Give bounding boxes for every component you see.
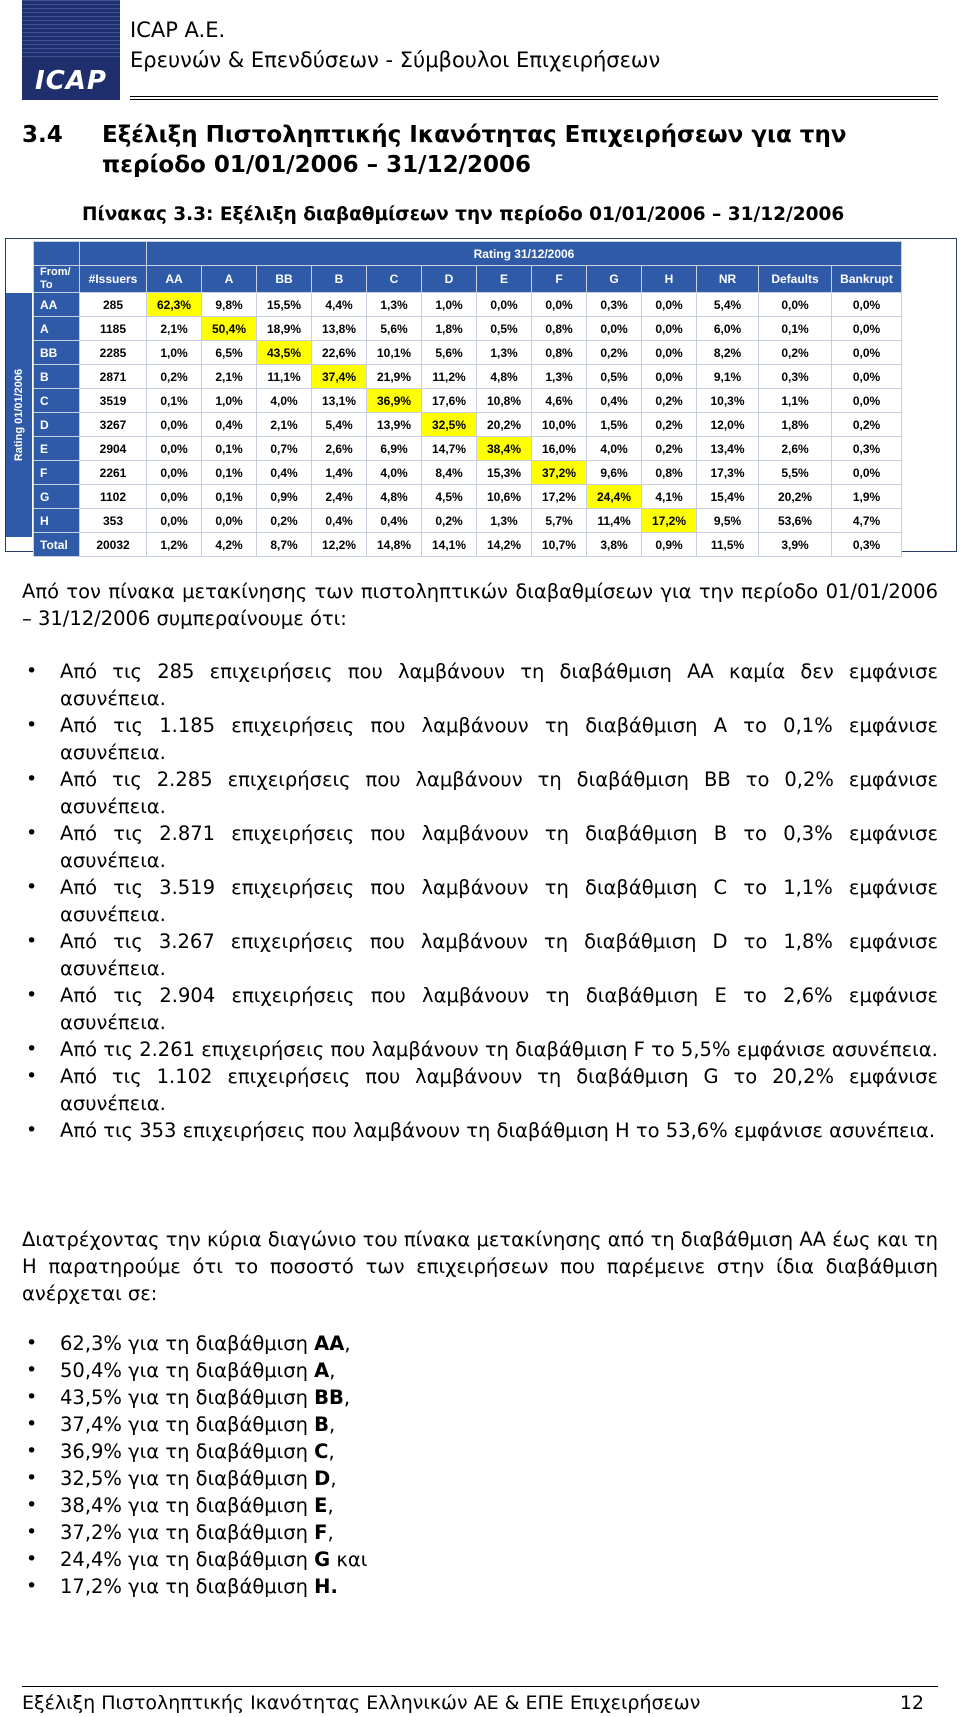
transition-matrix — [33, 241, 902, 557]
table-cell: 0,4% — [312, 509, 367, 533]
list-item — [22, 1546, 938, 1573]
bullet-text: 62,3% για τη διαβάθμιση — [60, 1332, 315, 1355]
table-cell: 3,8% — [587, 533, 642, 557]
table-cell: 1,2% — [147, 533, 202, 557]
table-cell: 0,0% — [147, 437, 202, 461]
table-cell: 0,0% — [832, 317, 902, 341]
column-header: F — [532, 266, 587, 293]
table-cell: 13,8% — [312, 317, 367, 341]
table-cell: 0,3% — [832, 437, 902, 461]
table-cell: 37,2% — [532, 461, 587, 485]
table-cell: 0,9% — [642, 533, 697, 557]
table-cell: 6,0% — [697, 317, 759, 341]
table-cell: 8,4% — [422, 461, 477, 485]
list-item: • Από τις 1.185 επιχειρήσεις που λαμβάνουν τη διαβάθμιση A το 0,1% εμφάνισε ασυνέπεια. — [22, 712, 938, 766]
table-cell: 0,1% — [147, 389, 202, 413]
table-cell: 1,0% — [202, 389, 257, 413]
table-cell: 2,4% — [312, 485, 367, 509]
list-item — [22, 1573, 938, 1600]
table-cell: 3267 — [80, 413, 147, 437]
table-cell: 20,2% — [759, 485, 832, 509]
table-cell: 5,4% — [697, 293, 759, 317]
table-cell: 0,0% — [832, 365, 902, 389]
table-cell: 0,0% — [532, 293, 587, 317]
table-cell: 2,6% — [759, 437, 832, 461]
table-cell: 3,9% — [759, 533, 832, 557]
table-cell: 21,9% — [367, 365, 422, 389]
table-cell: 0,0% — [642, 317, 697, 341]
list-item: • Από τις 353 επιχειρήσεις που λαμβάνουν τη διαβάθμιση H το 53,6% εμφάνισε ασυνέπεια. — [22, 1117, 938, 1144]
table-cell: 13,4% — [697, 437, 759, 461]
list-item: • Από τις 3.519 επιχειρήσεις που λαμβάνουν τη διαβάθμιση C το 1,1% εμφάνισε ασυνέπεια. — [22, 874, 938, 928]
table-cell: 11,2% — [422, 365, 477, 389]
table-cell: 1,8% — [422, 317, 477, 341]
total-row — [34, 533, 902, 557]
table-cell: 17,3% — [697, 461, 759, 485]
table-cell: 5,7% — [532, 509, 587, 533]
bullet-text: 43,5% για τη διαβάθμιση — [60, 1386, 315, 1409]
table-cell: 0,0% — [477, 293, 532, 317]
table-cell: 0,1% — [202, 485, 257, 509]
table-cell: 18,9% — [257, 317, 312, 341]
bullet-grade: C — [314, 1440, 329, 1463]
column-header: B — [312, 266, 367, 293]
column-header: NR — [697, 266, 759, 293]
table-cell: 9,8% — [202, 293, 257, 317]
bullet-grade: D — [314, 1467, 331, 1490]
table-cell: 0,2% — [759, 341, 832, 365]
list-item: • Από τις 2.285 επιχειρήσεις που λαμβάνουν τη διαβάθμιση BB το 0,2% εμφάνισε ασυνέπεια. — [22, 766, 938, 820]
table-cell: 0,0% — [832, 293, 902, 317]
table-cell: 6,5% — [202, 341, 257, 365]
table-cell: 0,8% — [532, 317, 587, 341]
table-cell: 11,4% — [587, 509, 642, 533]
table-cell: 0,7% — [257, 437, 312, 461]
table-cell: 16,0% — [532, 437, 587, 461]
section-title: Εξέλιξη Πιστοληπτικής Ικανότητας Επιχειρήσεων για την περίοδο 01/01/2006 – 31/12/2006 — [102, 122, 847, 178]
table-cell: 22,6% — [312, 341, 367, 365]
row-label: H — [34, 509, 80, 533]
bullet-text: 37,2% για τη διαβάθμιση — [60, 1521, 315, 1544]
column-header: H — [642, 266, 697, 293]
table-cell: 0,0% — [642, 293, 697, 317]
header-rule — [130, 96, 938, 100]
table-cell: 0,0% — [642, 365, 697, 389]
list-item — [22, 1519, 938, 1546]
diagonal-bullets — [22, 1330, 938, 1600]
table-row — [34, 341, 902, 365]
bullet-text: 32,5% για τη διαβάθμιση — [60, 1467, 315, 1490]
table-cell: 10,8% — [477, 389, 532, 413]
table-cell: 0,9% — [257, 485, 312, 509]
bullet-text: 50,4% για τη διαβάθμιση — [60, 1359, 315, 1382]
bullet-text: 36,9% για τη διαβάθμιση — [60, 1440, 315, 1463]
table-cell: 0,1% — [202, 461, 257, 485]
table-row — [34, 389, 902, 413]
bullet-grade: AA — [314, 1332, 345, 1355]
table-cell: 4,1% — [642, 485, 697, 509]
column-header: Bankrupt — [832, 266, 902, 293]
table-cell: 8,2% — [697, 341, 759, 365]
footer-rule — [22, 1686, 938, 1687]
section-number: 3.4 — [22, 122, 63, 148]
table-cell: 5,4% — [312, 413, 367, 437]
table-cell: 1,9% — [832, 485, 902, 509]
table-cell: 13,1% — [312, 389, 367, 413]
row-label: BB — [34, 341, 80, 365]
bullet-tail: , — [327, 1521, 334, 1544]
list-item — [22, 1357, 938, 1384]
table-cell: 2261 — [80, 461, 147, 485]
table-cell: 1,3% — [532, 365, 587, 389]
table-row — [34, 485, 902, 509]
bullet-grade: B — [314, 1413, 330, 1436]
table-cell: 14,7% — [422, 437, 477, 461]
logo-stripes — [22, 0, 120, 60]
row-label: Total — [34, 533, 80, 557]
table-cell: 0,2% — [147, 365, 202, 389]
table-cell: 0,3% — [759, 365, 832, 389]
intro-paragraph: Από τον πίνακα μετακίνησης των πιστοληπτικών διαβαθμίσεων για την περίοδο 01/01/2006 – 31/12/2006 συμπεραίνουμε ότι: — [22, 580, 938, 630]
table-cell: 20,2% — [477, 413, 532, 437]
table-cell: 0,4% — [257, 461, 312, 485]
table-cell: 0,4% — [587, 389, 642, 413]
table-cell: 0,8% — [532, 341, 587, 365]
table-cell: 0,2% — [257, 509, 312, 533]
bullet-tail: , — [329, 1413, 336, 1436]
column-header: G — [587, 266, 642, 293]
table-cell: 36,9% — [367, 389, 422, 413]
column-header: C — [367, 266, 422, 293]
bullet-grade: G — [314, 1548, 331, 1571]
table-cell: 14,8% — [367, 533, 422, 557]
list-item — [22, 1384, 938, 1411]
list-item — [22, 1465, 938, 1492]
table-cell: 2,1% — [147, 317, 202, 341]
table-cell: 0,2% — [642, 437, 697, 461]
table-cell: 0,3% — [587, 293, 642, 317]
table-cell: 4,0% — [257, 389, 312, 413]
table-cell: 3519 — [80, 389, 147, 413]
table-cell: 17,2% — [642, 509, 697, 533]
row-label: A — [34, 317, 80, 341]
bullet-grade: F — [314, 1521, 328, 1544]
table-cell: 9,5% — [697, 509, 759, 533]
table-cell: 4,8% — [477, 365, 532, 389]
column-header: #Issuers — [80, 266, 147, 293]
table-cell: 0,0% — [587, 317, 642, 341]
row-label: E — [34, 437, 80, 461]
table-row — [34, 509, 902, 533]
table-cell: 4,0% — [587, 437, 642, 461]
list-item: • Από τις 2.261 επιχειρήσεις που λαμβάνουν τη διαβάθμιση F το 5,5% εμφάνισε ασυνέπεια. — [22, 1036, 938, 1063]
table-cell: 24,4% — [587, 485, 642, 509]
table-row — [34, 413, 902, 437]
bullet-tail: , — [330, 1467, 337, 1490]
table-cell: 0,0% — [147, 461, 202, 485]
default-bullets — [22, 658, 938, 1144]
table-cell: 1,5% — [587, 413, 642, 437]
list-item: • Από τις 285 επιχειρήσεις που λαμβάνουν τη διαβάθμιση ΑΑ καμία δεν εμφάνισε ασυνέπεια. — [22, 658, 938, 712]
logo-text: ICAP — [35, 66, 107, 96]
table-cell: 15,5% — [257, 293, 312, 317]
page-header — [22, 0, 938, 100]
table-cell: 1,3% — [477, 509, 532, 533]
table-cell: 0,0% — [832, 461, 902, 485]
bullet-tail: , — [343, 1386, 351, 1409]
row-label: B — [34, 365, 80, 389]
table-row — [34, 365, 902, 389]
table-cell: 0,0% — [202, 509, 257, 533]
table-cell: 6,9% — [367, 437, 422, 461]
table-cell: 10,7% — [532, 533, 587, 557]
side-label-text: Rating 01/01/2006 — [13, 368, 25, 462]
column-header: Defaults — [759, 266, 832, 293]
table-cell: 20032 — [80, 533, 147, 557]
table-cell: 4,5% — [422, 485, 477, 509]
table-cell: 0,5% — [587, 365, 642, 389]
table-cell: 13,9% — [367, 413, 422, 437]
table-cell: 2,1% — [202, 365, 257, 389]
table-cell: 1,1% — [759, 389, 832, 413]
table-cell: 2,1% — [257, 413, 312, 437]
table-cell: 0,0% — [147, 413, 202, 437]
bullet-grade: BB — [314, 1386, 344, 1409]
list-item — [22, 1411, 938, 1438]
table-cell: 15,4% — [697, 485, 759, 509]
page-number: 12 — [899, 1692, 924, 1714]
table-cell: 1,3% — [477, 341, 532, 365]
footer-text: Εξέλιξη Πιστοληπτικής Ικανότητας Ελληνικών ΑΕ & ΕΠΕ Επιχειρήσεων — [22, 1692, 701, 1714]
table-cell: 37,4% — [312, 365, 367, 389]
table-cell: 1,0% — [422, 293, 477, 317]
bullet-text: 17,2% για τη διαβάθμιση — [60, 1575, 315, 1598]
table-cell: 17,2% — [532, 485, 587, 509]
column-header: BB — [257, 266, 312, 293]
bullet-text: 24,4% για τη διαβάθμιση — [60, 1548, 315, 1571]
table-cell: 50,4% — [202, 317, 257, 341]
table-cell: 9,1% — [697, 365, 759, 389]
table-cell: 0,0% — [642, 341, 697, 365]
table-cell: 8,7% — [257, 533, 312, 557]
row-label: G — [34, 485, 80, 509]
table-cell: 2871 — [80, 365, 147, 389]
table-cell: 43,5% — [257, 341, 312, 365]
table-cell: 0,8% — [642, 461, 697, 485]
table-cell: 4,0% — [367, 461, 422, 485]
icap-logo — [22, 0, 120, 100]
table-cell: 17,6% — [422, 389, 477, 413]
table-cell: 53,6% — [759, 509, 832, 533]
table-cell: 14,2% — [477, 533, 532, 557]
bullet-grade: E — [314, 1494, 328, 1517]
table-cell: 14,1% — [422, 533, 477, 557]
table-top-title: Rating 31/12/2006 — [147, 242, 902, 266]
row-label: D — [34, 413, 80, 437]
table-cell: 4,8% — [367, 485, 422, 509]
table-cell: 1,3% — [367, 293, 422, 317]
table-cell: 32,5% — [422, 413, 477, 437]
table-cell: 0,0% — [147, 485, 202, 509]
list-item: • Από τις 1.102 επιχειρήσεις που λαμβάνουν τη διαβάθμιση G το 20,2% εμφάνισε ασυνέπεια. — [22, 1063, 938, 1117]
table-cell: 5,5% — [759, 461, 832, 485]
column-header: D — [422, 266, 477, 293]
bullet-grade: A — [314, 1359, 330, 1382]
column-header: E — [477, 266, 532, 293]
rating-transition-table — [5, 238, 957, 552]
list-item: • Από τις 2.904 επιχειρήσεις που λαμβάνουν τη διαβάθμιση E το 2,6% εμφάνισε ασυνέπεια. — [22, 982, 938, 1036]
bullet-tail: και — [330, 1548, 368, 1571]
corner-cell: From/ To — [34, 266, 80, 293]
table-cell: 1185 — [80, 317, 147, 341]
table-cell: 11,5% — [697, 533, 759, 557]
table-cell: 0,1% — [202, 437, 257, 461]
list-item: • Από τις 2.871 επιχειρήσεις που λαμβάνουν τη διαβάθμιση B το 0,3% εμφάνισε ασυνέπεια. — [22, 820, 938, 874]
table-cell: 0,4% — [202, 413, 257, 437]
column-header: AA — [147, 266, 202, 293]
table-cell: 9,6% — [587, 461, 642, 485]
table-cell: 4,6% — [532, 389, 587, 413]
bullet-grade: H. — [314, 1575, 338, 1598]
table-cell: 353 — [80, 509, 147, 533]
table-cell: 10,3% — [697, 389, 759, 413]
table-cell: 10,1% — [367, 341, 422, 365]
table-cell: 285 — [80, 293, 147, 317]
table-cell: 12,0% — [697, 413, 759, 437]
table-cell: 2,6% — [312, 437, 367, 461]
bullet-text: 38,4% για τη διαβάθμιση — [60, 1494, 315, 1517]
table-cell: 4,2% — [202, 533, 257, 557]
bullet-text: 37,4% για τη διαβάθμιση — [60, 1413, 315, 1436]
table-cell: 15,3% — [477, 461, 532, 485]
table-cell: 62,3% — [147, 293, 202, 317]
table-row — [34, 461, 902, 485]
table-cell: 10,0% — [532, 413, 587, 437]
table-cell: 5,6% — [422, 341, 477, 365]
table-cell: 0,1% — [759, 317, 832, 341]
table-cell: 0,0% — [832, 389, 902, 413]
table-cell: 0,5% — [477, 317, 532, 341]
table-cell: 0,2% — [832, 413, 902, 437]
table-cell: 0,3% — [832, 533, 902, 557]
table-row — [34, 437, 902, 461]
table-cell: 0,0% — [759, 293, 832, 317]
table-row — [34, 317, 902, 341]
table-cell: 1102 — [80, 485, 147, 509]
company-name: ICAP A.E. — [130, 18, 226, 42]
table-cell: 0,0% — [147, 509, 202, 533]
table-caption: Πίνακας 3.3: Εξέλιξη διαβαθμίσεων την περίοδο 01/01/2006 – 31/12/2006 — [82, 204, 845, 225]
table-cell: 5,6% — [367, 317, 422, 341]
table-cell: 10,6% — [477, 485, 532, 509]
row-label: F — [34, 461, 80, 485]
table-cell: 0,2% — [642, 413, 697, 437]
table-cell: 0,2% — [642, 389, 697, 413]
table-cell: 0,2% — [422, 509, 477, 533]
table-row — [34, 293, 902, 317]
table-cell: 12,2% — [312, 533, 367, 557]
list-item — [22, 1330, 938, 1357]
table-cell: 2904 — [80, 437, 147, 461]
table-cell: 1,0% — [147, 341, 202, 365]
table-cell: 1,4% — [312, 461, 367, 485]
table-cell: 4,7% — [832, 509, 902, 533]
bullet-tail: , — [327, 1494, 334, 1517]
table-cell: 0,2% — [587, 341, 642, 365]
list-item: • Από τις 3.267 επιχειρήσεις που λαμβάνουν τη διαβάθμιση D το 1,8% εμφάνισε ασυνέπεια. — [22, 928, 938, 982]
table-cell: 4,4% — [312, 293, 367, 317]
bullet-tail: , — [329, 1359, 336, 1382]
table-cell: 11,1% — [257, 365, 312, 389]
bullet-tail: , — [328, 1440, 335, 1463]
table-cell: 0,0% — [832, 341, 902, 365]
diagonal-paragraph: Διατρέχοντας την κύρια διαγώνιο του πίνακα μετακίνησης από τη διαβάθμιση ΑΑ έως και τη H παρατηρούμε ότι το ποσοστό των επιχειρήσεων που παρέμεινε στην ίδια διαβάθμιση ανέρχεται σε: — [22, 1228, 938, 1305]
table-cell: 38,4% — [477, 437, 532, 461]
bullet-tail: , — [344, 1332, 351, 1355]
list-item — [22, 1492, 938, 1519]
side-label — [6, 293, 32, 537]
row-label: C — [34, 389, 80, 413]
table-cell: 0,4% — [367, 509, 422, 533]
company-subtitle: Ερευνών & Επενδύσεων - Σύμβουλοι Επιχειρήσεων — [130, 48, 661, 72]
row-label: AA — [34, 293, 80, 317]
column-header: A — [202, 266, 257, 293]
table-cell: 1,8% — [759, 413, 832, 437]
list-item — [22, 1438, 938, 1465]
table-cell: 2285 — [80, 341, 147, 365]
